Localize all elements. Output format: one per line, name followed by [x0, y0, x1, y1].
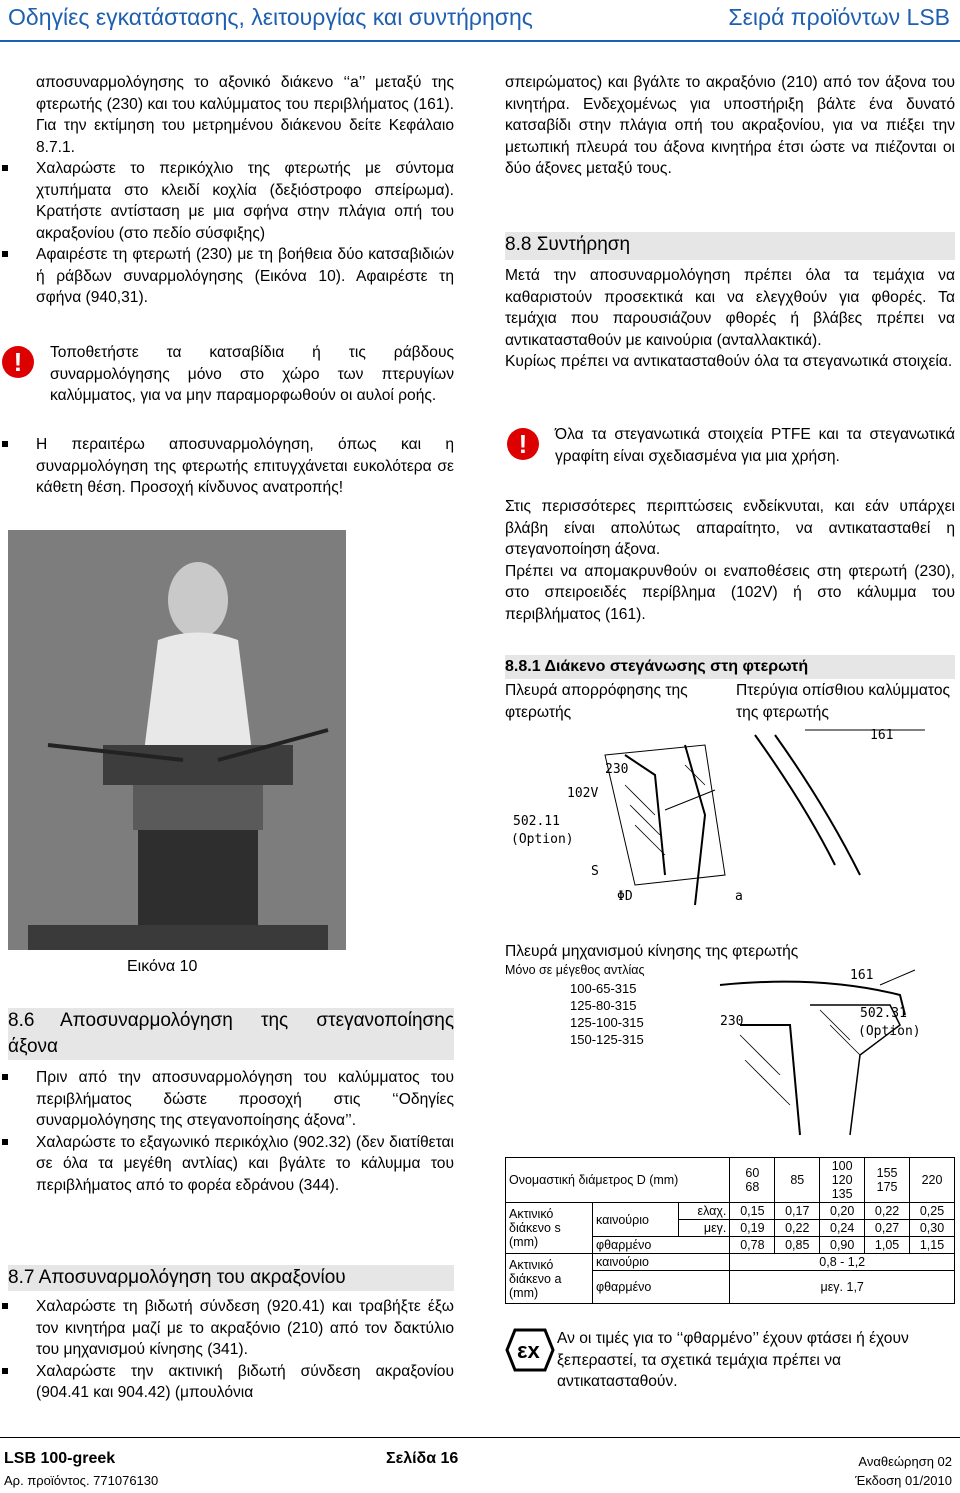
footer-edition: Έκδοση 01/2010	[855, 1473, 952, 1488]
section-8-7-bullets	[0, 1296, 454, 1404]
section-8-6-title: Αποσυναρμολόγηση της στεγανοποίησης άξονα	[8, 1010, 454, 1057]
table-cell: 1,05	[865, 1237, 910, 1254]
table-nominal-diameter-label: Ονομαστική διάμετρος D (mm)	[506, 1158, 730, 1203]
table-cell: 0,20	[820, 1203, 865, 1220]
pump-size: 150-125-315	[570, 1032, 644, 1047]
table-worn-label: φθαρμένο	[593, 1237, 730, 1254]
label-drive-side: Πλευρά μηχανισμού κίνησης της φτερωτής	[505, 943, 799, 960]
drawing-2-label-161: 161	[850, 968, 874, 983]
table-new-label: καινούριο	[593, 1254, 730, 1271]
section-8-6-title-wrap	[8, 1008, 454, 1060]
ex-symbol: εx	[517, 1338, 540, 1363]
table-cell: 0,85	[775, 1237, 820, 1254]
figure-10-photo	[8, 530, 346, 950]
table-radial-a-label: Ακτινικό διάκενο a (mm)	[506, 1254, 593, 1304]
figure-10-caption: Εικόνα 10	[127, 958, 198, 975]
header-divider	[0, 40, 960, 42]
clearance-table	[505, 1157, 955, 1304]
table-cell: 0,15	[730, 1203, 775, 1220]
warning-text: Τοποθετήστε τα κατσαβίδια ή τις ράβδους συναρμολόγησης μόνο στο χώρο των πτερυγίων καλύμματος, για να μην παραμορφωθούν οι αυλοί ροής.	[50, 344, 454, 404]
label-suction-side: Πλευρά απορρόφησης της φτερωτής	[505, 682, 688, 721]
bullet-item: Η περαιτέρω αποσυναρμολόγηση, όπως και η συναρμολόγηση της φτερωτής επιτυγχάνεται ευκολότερα σε κάθετη θέση. Προσοχή κίνδυνος ανατροπής!	[0, 434, 454, 499]
table-min-label: ελαχ.	[678, 1203, 729, 1220]
right-paragraph-text: σπειρώματος) και βγάλτε το ακραξόνιο (210) από τον άξονα του κινητήρα. Ενδεχομένως για υποστήριξη βάλτε ένα δυνατό κατσαβίδι στην πλάγια οπή του ακραξονίου, για να πιέξει την μετωπική πλευρά του άξονα κινητήρα έτσι ώστε να πιέζονται οι δύο άξονες μεταξύ τους.	[505, 74, 955, 177]
table-cell: 220	[910, 1158, 955, 1203]
table-radial-s-label: Ακτινικό διάκενο s (mm)	[506, 1203, 593, 1254]
pump-sizes-list	[570, 980, 644, 1048]
table-cell: 60 68	[730, 1158, 775, 1203]
table-cell: 0,25	[910, 1203, 955, 1220]
header-series: Σειρά προϊόντων LSB	[728, 4, 950, 30]
drawing-2-label-230: 230	[720, 1014, 744, 1029]
left-paragraph-1: αποσυναρμολόγησης το αξονικό διάκενο ‘‘a’’ μεταξύ της φτερωτής (230) και του καλύμματος του περιβλήματος (161). Για την εκτίμηση του μετρημένου διάκενου δείτε Κεφάλαιο 8.7.1.	[36, 74, 454, 156]
table-cell: 155 175	[865, 1158, 910, 1203]
footer-doc-id: LSB 100-greek	[4, 1450, 116, 1467]
pump-size: 125-80-315	[570, 998, 637, 1013]
bullet-item: Αφαιρέστε τη φτερωτή (230) με τη βοήθεια δύο κατσαβιδιών ή ράβδων συναρμολόγησης (Εικόνα 10). Αφαιρέστε τη σφήνα (940,31).	[0, 244, 454, 309]
left-column	[36, 72, 454, 158]
bullet-item: Πριν από την αποσυναρμολόγηση του καλύμματος του περιβλήματος δώστε προσοχή στις ‘‘Οδηγίες συναρμολόγησης της στεγανοποίησης άξονα’’.	[0, 1067, 454, 1132]
table-cell: 0,8 - 1,2	[730, 1254, 955, 1271]
table-new-label: καινούριο	[593, 1203, 679, 1237]
left-bullets-2	[0, 434, 454, 499]
section-8-6-number: 8.6	[8, 1010, 35, 1031]
ex-hazard-icon	[505, 1328, 555, 1372]
bullet-item: Χαλαρώστε την ακτινική βιδωτή σύνδεση ακραξονίου (904.41 και 904.42) (μπουλόνια	[0, 1361, 454, 1404]
footer-divider	[0, 1437, 960, 1438]
drawing-1-label-230: 230	[605, 762, 629, 777]
table-worn-label: φθαρμένο	[593, 1271, 730, 1304]
drawing-1-label-102v: 102V	[567, 786, 599, 801]
table-cell: 0,22	[865, 1203, 910, 1220]
drawing-1-label-161: 161	[870, 728, 894, 743]
warning-icon: !	[2, 346, 34, 378]
drawing-2-label-502: 502.31	[860, 1006, 907, 1021]
section-8-8-para-1: Μετά την αποσυναρμολόγηση πρέπει όλα τα τεμάχια να καθαριστούν προσεκτικά και να ελεγχθούν για φθορές. Τα τεμάχια που παρουσιάζουν φθορές ή βλάβες πρέπει να αντικατασταθούν με καινούρια (ανταλλακτικά).	[505, 267, 955, 349]
pump-size: 125-100-315	[570, 1015, 644, 1030]
table-cell: 0,19	[730, 1220, 775, 1237]
warning-icon: !	[507, 428, 539, 460]
bullet-item: Χαλαρώστε το περικόχλιο της φτερωτής με σύντομα χτυπήματα στο κλειδί κοχλία (δεξιόστροφο σπείρωμα). Κρατήστε αντίσταση με μια σφήνα στην πλάγια οπή του ακραξονίου (στο πεδίο σύσφιξης)	[0, 158, 454, 244]
warning-block-1	[0, 342, 454, 407]
bullet-item: Χαλαρώστε το εξαγωνικό περικόχλιο (902.32) (δεν διατίθεται σε όλα τα μεγέθη αντλίας) και βγάλτε το κάλυμμα του περιβλήματος από το φορέα εδράνου (344).	[0, 1132, 454, 1197]
footer-page-number: Σελίδα 16	[386, 1450, 459, 1467]
section-8-6-bullets	[0, 1067, 454, 1196]
table-cell: 0,17	[775, 1203, 820, 1220]
warning-text: Όλα τα στεγανωτικά στοιχεία PTFE και τα στεγανωτικά γραφίτη είναι σχεδιασμένα για μια χρήση.	[555, 426, 955, 465]
drawing-2-label-option: (Option)	[858, 1024, 921, 1039]
section-8-8-body	[505, 265, 955, 373]
table-cell: 100 120 135	[820, 1158, 865, 1203]
table-cell: 1,15	[910, 1237, 955, 1254]
right-paragraph-1	[505, 72, 955, 180]
section-8-8-para-2: Κυρίως πρέπει να αντικατασταθούν όλα τα στεγανωτικά στοιχεία.	[505, 353, 953, 370]
table-max-label: μεγ.	[678, 1220, 729, 1237]
section-8-8-para-4: Πρέπει να απομακρυνθούν οι εναποθέσεις στη φτερωτή (230), στο σπειροειδές περίβλημα (102V) ή στο κάλυμμα του περιβλήματος (161).	[505, 562, 955, 623]
impeller-gap-drawing-2	[700, 965, 950, 1145]
section-8-8-para-3: Στις περισσότερες περιπτώσεις ενδείκνυται, και εάν υπάρχει βλάβη είναι απολύτως απαραίτητο, να αντικατασταθεί η στεγανοποίηση άξονα.	[505, 498, 955, 558]
footer-revision: Αναθεώρηση 02	[858, 1454, 952, 1469]
table-cell: 0,90	[820, 1237, 865, 1254]
section-8-8-heading: 8.8 Συντήρηση	[505, 232, 955, 260]
section-8-8-body-2	[505, 496, 955, 625]
drawing-1-label-502: 502.11	[513, 814, 560, 829]
table-cell: 0,27	[865, 1220, 910, 1237]
only-sizes-label: Μόνο σε μέγεθος αντλίας	[505, 963, 645, 977]
section-8-8-1-heading: 8.8.1 Διάκενο στεγάνωσης στη φτερωτή	[505, 655, 955, 679]
table-cell: 85	[775, 1158, 820, 1203]
drawing-1-label-option: (Option)	[511, 832, 574, 847]
ex-note-text: Αν οι τιμές για το ‘‘φθαρμένο’’ έχουν φτάσει ή έχουν ξεπεραστεί, τα σχετικά τεμάχια πρέπει να αντικατασταθούν.	[557, 1330, 909, 1390]
table-cell: μεγ. 1,7	[730, 1271, 955, 1304]
drawing-1-label-phi: ΦD	[617, 889, 633, 904]
drawing-1-label-a: a	[735, 889, 743, 904]
table-cell: 0,22	[775, 1220, 820, 1237]
warning-block-2	[505, 424, 955, 467]
left-bullets-1	[0, 158, 454, 309]
table-cell: 0,78	[730, 1237, 775, 1254]
section-8-7-heading: 8.7 Αποσυναρμολόγηση του ακραξονίου	[8, 1265, 454, 1291]
impeller-gap-drawing-1	[505, 725, 955, 915]
footer-product-no: Αρ. προϊόντος. 771076130	[4, 1473, 159, 1488]
drawing-1-label-s: S	[591, 864, 599, 879]
pump-size: 100-65-315	[570, 981, 637, 996]
table-cell: 0,24	[820, 1220, 865, 1237]
label-rear-fins: Πτερύγια οπίσθιου καλύμματος της φτερωτής	[736, 682, 951, 721]
table-cell: 0,30	[910, 1220, 955, 1237]
bullet-item: Χαλαρώστε τη βιδωτή σύνδεση (920.41) και τραβήξτε έξω τον κινητήρα μαζί με το ακραξόνιο (210) από τον δακτύλιο του μηχανισμού κίνησης (341).	[0, 1296, 454, 1361]
header-title: Οδηγίες εγκατάστασης, λειτουργίας και συντήρησης	[8, 4, 533, 30]
